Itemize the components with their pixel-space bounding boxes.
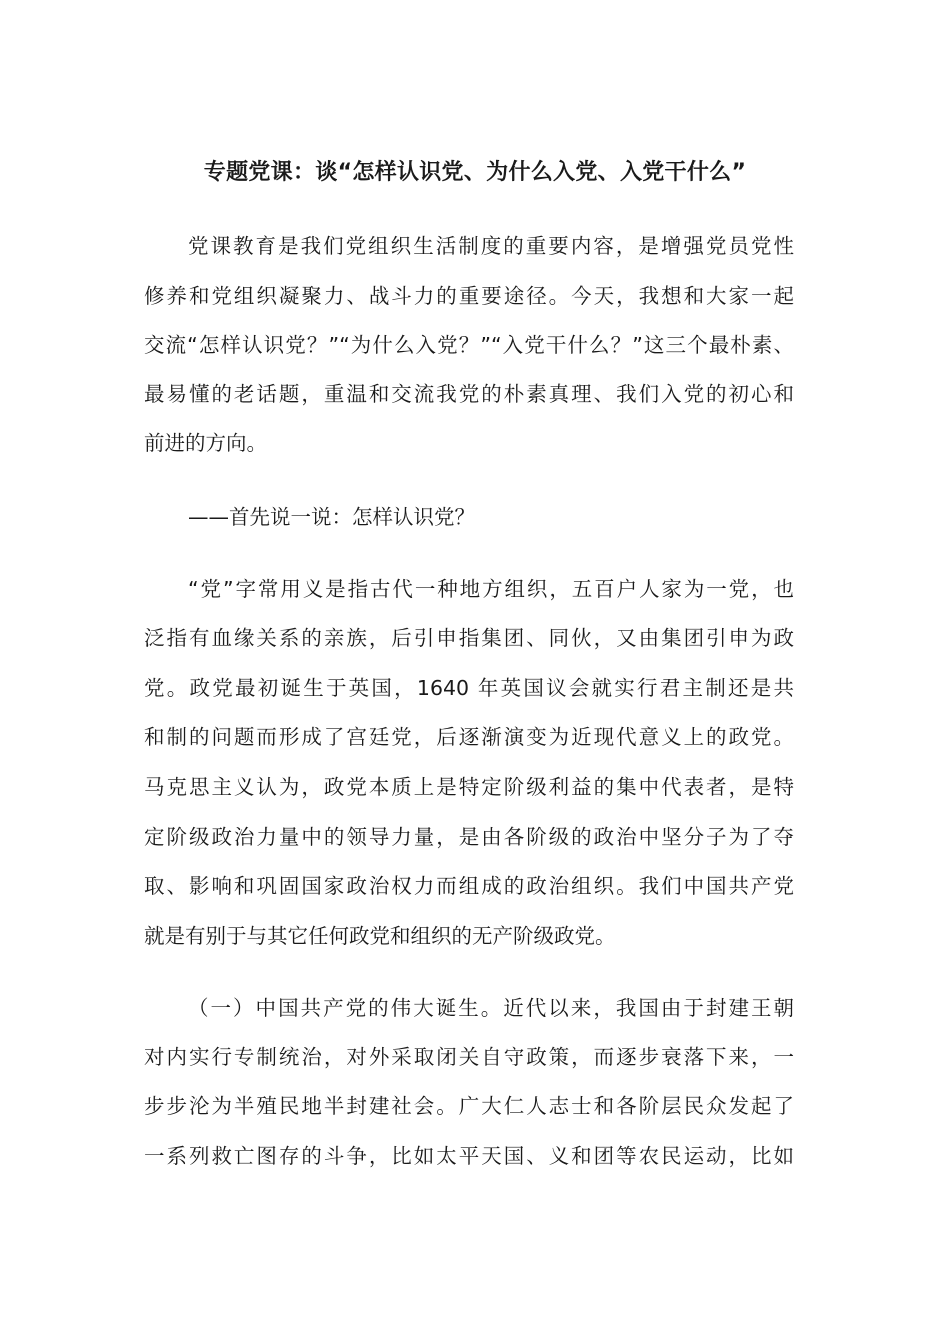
text-line: 和制的问题而形成了宫廷党，后逐渐演变为近现代意义上的政党。 bbox=[144, 725, 794, 749]
text-line: “党”字常用义是指古代一种地方组织，五百户人家为一党，也 bbox=[188, 577, 794, 601]
text-line: 对内实行专制统治，对外采取闭关自守政策，而逐步衰落下来，一 bbox=[144, 1045, 794, 1069]
text-line: 马克思主义认为，政党本质上是特定阶级利益的集中代表者，是特 bbox=[144, 775, 794, 799]
text-line: 定阶级政治力量中的领导力量，是由各阶级的政治中坚分子为了夺 bbox=[144, 825, 794, 849]
text-line: 党课教育是我们党组织生活制度的重要内容，是增强党员党性 bbox=[188, 234, 794, 258]
text-line: 前进的方向。 bbox=[144, 431, 267, 455]
text-line: 步步沦为半殖民地半封建社会。广大仁人志士和各阶层民众发起了 bbox=[144, 1094, 794, 1118]
text-line: 最易懂的老话题，重温和交流我党的朴素真理、我们入党的初心和 bbox=[144, 382, 794, 406]
text-line: ——首先说一说：怎样认识党？ bbox=[188, 505, 475, 529]
text-line: 就是有别于与其它任何政党和组织的无产阶级政党。 bbox=[144, 924, 616, 948]
text-line: 一系列救亡图存的斗争，比如太平天国、义和团等农民运动，比如 bbox=[144, 1144, 794, 1168]
text-line: 交流“怎样认识党？”“为什么入党？”“入党干什么？”这三个最朴素、 bbox=[144, 333, 794, 357]
text-line: 泛指有血缘关系的亲族，后引申指集团、同伙，又由集团引申为政 bbox=[144, 626, 794, 650]
text-line: 党。政党最初诞生于英国，1640 年英国议会就实行君主制还是共 bbox=[144, 676, 794, 700]
text-line: 修养和党组织凝聚力、战斗力的重要途径。今天，我想和大家一起 bbox=[144, 284, 794, 308]
text-line: （一）中国共产党的伟大诞生。近代以来，我国由于封建王朝 bbox=[188, 996, 794, 1020]
document-title: 专题党课：谈“怎样认识党、为什么入党、入党干什么” bbox=[203, 160, 747, 185]
text-line: 取、影响和巩固国家政治权力而组成的政治组织。我们中国共产党 bbox=[144, 874, 794, 898]
